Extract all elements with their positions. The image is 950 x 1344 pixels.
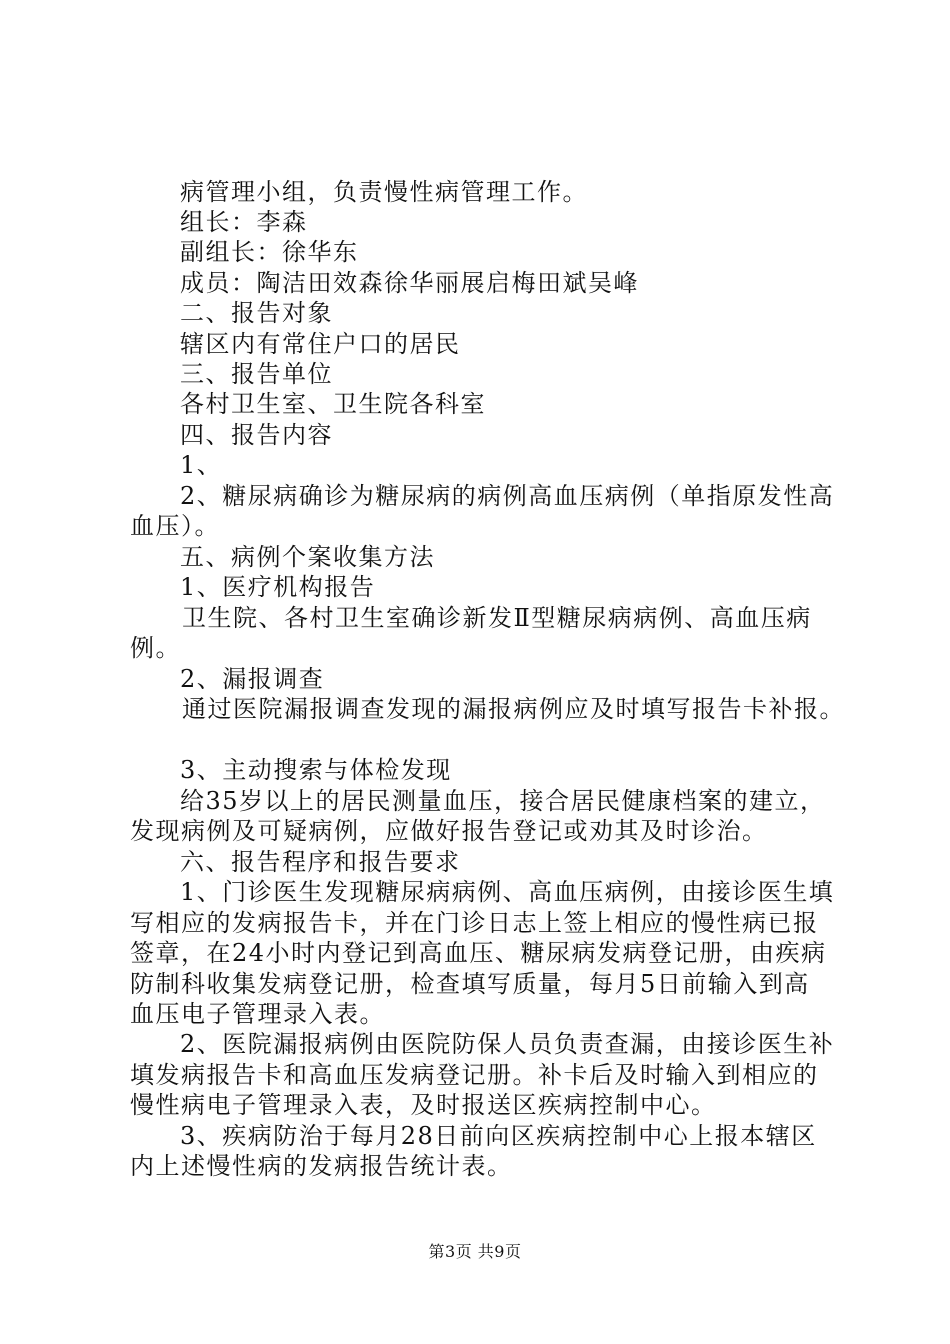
text-line: 防制科收集发病登记册，检查填写质量，每月5日前输入到高 <box>130 970 810 998</box>
section-heading: 三、报告单位 <box>180 360 333 388</box>
section-heading: 四、报告内容 <box>180 421 333 449</box>
text-line: 组长：李森 <box>180 208 308 236</box>
text-line: 2、漏报调查 <box>180 665 325 693</box>
section-heading: 二、报告对象 <box>180 299 333 327</box>
text-line: 给35岁以上的居民测量血压，接合居民健康档案的建立， <box>180 787 826 815</box>
text-line: 3、疾病防治于每月28日前向区疾病控制中心上报本辖区 <box>180 1122 817 1150</box>
section-heading: 六、报告程序和报告要求 <box>180 848 461 876</box>
text-line: 各村卫生室、卫生院各科室 <box>180 390 486 418</box>
text-line: 病管理小组，负责慢性病管理工作。 <box>180 178 588 206</box>
text-line: 签章，在24小时内登记到高血压、糖尿病发病登记册，由疾病 <box>130 939 827 967</box>
text-line: 1、医疗机构报告 <box>180 573 376 601</box>
text-line: 3、主动搜索与体检发现 <box>180 756 452 784</box>
text-line: 血压）。 <box>130 512 220 540</box>
text-line: 内上述慢性病的发病报告统计表。 <box>130 1152 513 1180</box>
text-line: 2、糖尿病确诊为糖尿病的病例高血压病例（单指原发性高 <box>180 482 835 510</box>
page-number: 第3页 共9页 <box>428 1242 522 1261</box>
text-line: 卫生院、各村卫生室确诊新发Ⅱ型糖尿病病例、高血压病 <box>182 604 812 632</box>
section-heading: 五、病例个案收集方法 <box>180 543 435 571</box>
text-line: 血压电子管理录入表。 <box>130 1000 385 1028</box>
text-line: 写相应的发病报告卡，并在门诊日志上签上相应的慢性病已报 <box>130 909 819 937</box>
text-line: 1、门诊医生发现糖尿病病例、高血压病例，由接诊医生填 <box>180 878 835 906</box>
text-line: 成员：陶洁田效森徐华丽展启梅田斌吴峰 <box>180 269 639 297</box>
text-line: 例。 <box>130 634 181 662</box>
text-line: 填发病报告卡和高血压发病登记册。补卡后及时输入到相应的 <box>130 1061 819 1089</box>
text-line: 1、 <box>180 451 223 479</box>
text-line: 通过医院漏报调查发现的漏报病例应及时填写报告卡补报。 <box>182 695 845 723</box>
text-line: 副组长：徐华东 <box>180 238 359 266</box>
text-line: 慢性病电子管理录入表，及时报送区疾病控制中心。 <box>130 1091 717 1119</box>
text-line: 2、医院漏报病例由医院防保人员负责查漏，由接诊医生补 <box>180 1030 835 1058</box>
text-line: 辖区内有常住户口的居民 <box>180 330 461 358</box>
text-line: 发现病例及可疑病例，应做好报告登记或劝其及时诊治。 <box>130 817 768 845</box>
